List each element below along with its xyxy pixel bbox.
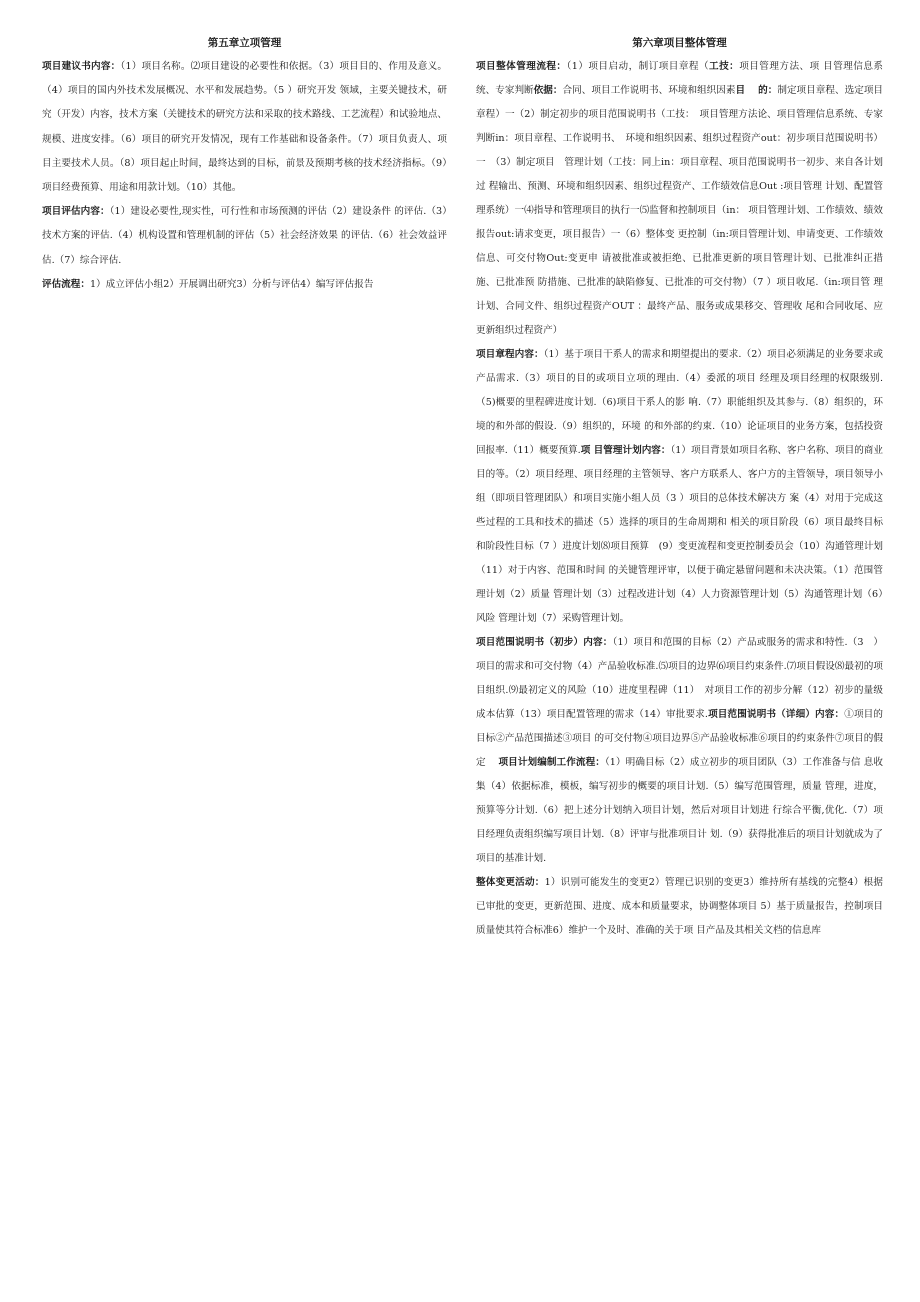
evaluation-content-heading: 项目评估内容： xyxy=(42,206,110,218)
evaluation-process-heading: 评估流程： xyxy=(42,278,90,290)
change-activity-heading: 整体变更活动： xyxy=(476,877,545,888)
proposal-content-heading: 项目建议书内容： xyxy=(42,61,121,72)
integration-process-text-2: 项目管理方法、项 目管理信息系统、专家判断 xyxy=(476,61,884,96)
chapter5-title: 第五章立项管理 xyxy=(207,37,282,49)
scope-statement-paragraph xyxy=(476,631,883,871)
scope-preliminary-text: （1）项目和范围的目标（2）产品或服务的需求和特性.（3 ）项目的需求和可交付物（4）产品验收标准.⑸项目的边界⑹项目约束条件.⑺项目假设⑻最初的项目组织.⑼最初定义的风险（10）进度里程碑（11） 对项目工作的初步分解（12）初步的量级成本估算（13）项目配置管理的需求（14）审批要求. xyxy=(476,637,884,720)
integration-process-heading: 项目整体管理流程： xyxy=(476,61,567,72)
basis-label: 依据： xyxy=(533,85,563,96)
evaluation-process-paragraph xyxy=(42,273,447,297)
charter-content-text: （1）基于项目干系人的需求和期望提出的要求.（2）项目必须满足的业务要求或产品需求.（3）项目的目的或项目立项的理由.（4）委派的项目 经理及项目经理的权限级别.（5)概要的里程碑进度计划.（6)项目干系人的影 响.（7）职能组织及其参与.（8）组织的，环境的和外部的假设.（9）组织的，环境 的和外部的约束.（10）论证项目的业务方案，包括投资回报率.（11）概要预算. xyxy=(476,349,883,456)
scope-detailed-text: ①项目的目标②产品范围描述③项目 的可交付物④项目边界⑤产品验收标准⑥项目的约束条件⑦项目的假定 xyxy=(476,709,884,768)
evaluation-process-text: 1）成立评估小组2）开展调出研究3）分析与评估4）编写评估报告 xyxy=(89,278,374,290)
plan-content-text: （1）项目背景如项目名称、客户名称、项目的商业目的等。（2）项目经理、项目经理的主管领导、客户方联系人、客户方的主管领导，项目领导小组（即项目管理团队）和项目实施小组人员（3 ）项目的总体技术解决方 案（4）对用于完成这些过程的工具和技术的描述（5）选择的项目的生命周期和 相关的项目阶段（6）项目最终目标和阶段性目标（7 ）进度计划⑻项目预算 (9）变更流程和变更控制委员会（10）沟通管理计划（11）对于内容、范围和时间 的关键管理评审，以便于确定悬留问题和未决决策。（1）范围管理计划（2）质量 管理计划（3）过程改进计划（4）人力资源管理计划（5）沟通管理计划（6）风险 管理计划（7）采购管理计划。 xyxy=(476,445,884,624)
integration-process-text-3: 合同、项目工作说明书、环境和组织因素 xyxy=(562,85,736,96)
plan-workflow-heading: 项目计划编制工作流程： xyxy=(498,757,605,768)
proposal-content-paragraph xyxy=(42,55,447,200)
proposal-content-text: （1）项目名称。⑵项目建设的必要性和依据。（3）项目目的、作用及意义。（4）项目的国内外技术发展概况、水平和发展趋势。（5 ）研究开发 领域，主要关键技术，研究（开发）内容，技术方案（关键技术的研究方法和采取的技术路线、工艺流程）和试验地点、规模、进度安排。（6）项目的研究开发情况，现有工作基础和设备条件。（7）项目负责人、项目主要技术人员。（8）项目起止时间，最终达到的目标，前景及预期考核的技术经济指标。（9）项目经费预算、用途和用款计划。（10）其他。 xyxy=(42,61,448,194)
plan-workflow-text: （1）明确目标（2）成立初步的项目团队（3）工作准备与信 息收集（4）依据标准，模板，编写初步的概要的项目计划.（5）编写范围管理，质量 管理，进度，预算等分计划.（6）把上述分计划纳入项目计划，然后对项目计划进 行综合平衡,优化.（7）项目经理负责组织编写项目计划.（8）评审与批准项目计 划.（9）获得批准后的项目计划就成为了项目的基准计划. xyxy=(476,757,883,864)
tools-label: 工技： xyxy=(709,61,740,72)
integration-process-text-4: 制定项目章程、选定项目章程）一（2）制定初步的项目范围说明书（工技： 项目管理方法论、项目管理信息系统、专家判断in：项目章程、工作说明书、 环境和组织因素、组织过程资产out：初步项目范围说明书）一 （3）制定项目 管理计划（工技：同上in：项目章程、项目范围说明书一初步、来自各计划过 程输出、预测、环境和组织因素、组织过程资产、工作绩效信息Out :项目管理 计划、配置管理系统）一⑷指导和管理项目的执行一⑸监督和控制项目（in： 项目管理计划、工作绩效、绩效报告out:请求变更，项目报告）一（6）整体变 更控制（in:项目管理计划、申请变更、工作绩效信息、可交付物Out:变更申 请被批准或被拒绝、已批准更新的项目管理计划、已批准纠正措施、已批准预 防措施、已批准的缺陷修复、已批准的可交付物）（7 ）项目收尾.（in:项目管 理计划、合同文件、组织过程资产OUT ：最终产品、服务或成果移交、管理收 尾和合同收尾、应更新组织过程资产） xyxy=(476,85,884,336)
scope-preliminary-heading: 项目范围说明书（初步）内容： xyxy=(476,637,613,648)
evaluation-content-paragraph xyxy=(42,200,447,273)
charter-content-heading: 项目章程内容： xyxy=(476,349,544,360)
change-activity-text: 1）识别可能发生的变更2）管理已识别的变更3）维持所有基线的完整4）根据已审批的变更，更新范围、进度、成本和质量要求，协调整体项目 5）基于质量报告，控制项目质量使其符合标准6）维护一个及时、准确的关于项 目产品及其相关文档的信息库 xyxy=(476,877,883,936)
change-activity-paragraph xyxy=(476,871,883,943)
integration-process-text-1: （1）项目启动，制订项目章程（ xyxy=(566,61,710,72)
scope-detailed-heading: 项目范围说明书（详细）内容： xyxy=(707,709,845,720)
right-column xyxy=(476,34,883,943)
plan-content-heading: 项 目管理计划内容： xyxy=(580,445,671,456)
purpose-label: 目 的： xyxy=(735,85,778,96)
charter-and-plan-paragraph xyxy=(476,343,883,631)
left-column xyxy=(42,34,447,297)
integration-process-paragraph xyxy=(476,55,883,343)
chapter6-title: 第六章项目整体管理 xyxy=(632,37,727,49)
evaluation-content-text: （1）建设必要性,现实性，可行性和市场预测的评估（2）建设条件 的评估.（3）技术方案的评估.（4）机构设置和管理机制的评估（5）社会经济效果 的评估.（6）社会效益评估.（7）综合评估. xyxy=(42,206,448,266)
